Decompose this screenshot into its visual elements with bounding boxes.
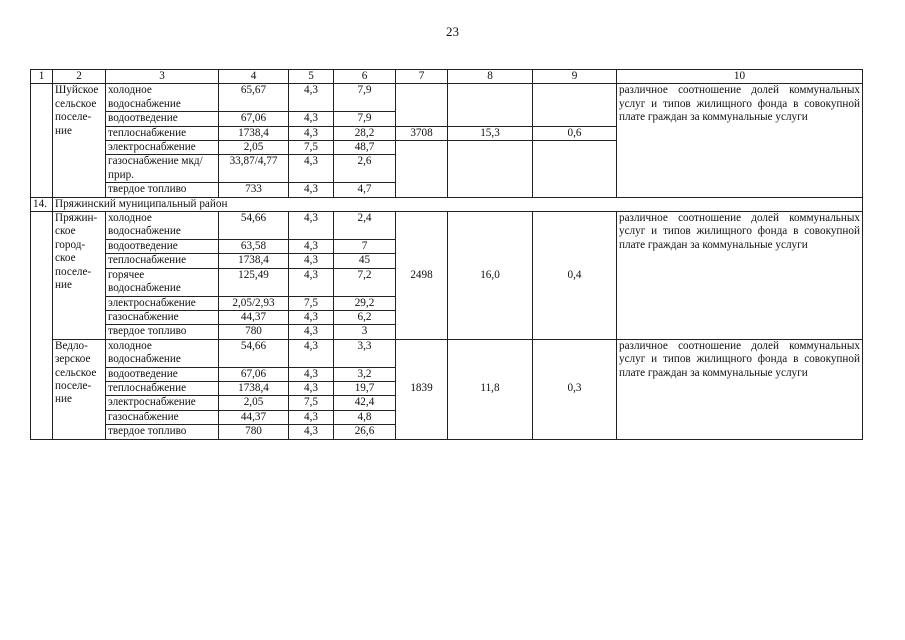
section-title: Пряжинский муниципальный район xyxy=(53,197,863,211)
value-cell: 65,67 xyxy=(219,84,289,112)
value-cell: 6,2 xyxy=(334,310,396,324)
value-cell: 780 xyxy=(219,425,289,439)
service-cell: электроснабжение xyxy=(106,296,219,310)
value-cell: 4,3 xyxy=(289,339,334,367)
total-cell: 0,6 xyxy=(533,126,617,140)
value-cell: 7,5 xyxy=(289,396,334,410)
settlement-name: Ведло-зерское сельское поселе-ние xyxy=(53,339,106,439)
value-cell: 4,3 xyxy=(289,212,334,240)
value-cell: 7,9 xyxy=(334,84,396,112)
settlement-name: Пряжин-ское город-ское поселе-ние xyxy=(53,212,106,340)
empty-cell xyxy=(396,84,448,126)
section-row xyxy=(31,197,863,211)
service-cell: твердое топливо xyxy=(106,425,219,439)
total-cell: 0,3 xyxy=(533,339,617,439)
header-cell: 9 xyxy=(533,70,617,84)
total-cell: 11,8 xyxy=(448,339,533,439)
value-cell: 4,3 xyxy=(289,112,334,126)
value-cell: 63,58 xyxy=(219,239,289,253)
value-cell: 4,3 xyxy=(289,254,334,268)
value-cell: 4,3 xyxy=(289,84,334,112)
value-cell: 1738,4 xyxy=(219,126,289,140)
value-cell: 4,3 xyxy=(289,410,334,424)
value-cell: 19,7 xyxy=(334,381,396,395)
value-cell: 45 xyxy=(334,254,396,268)
service-cell: холодное водоснабжение xyxy=(106,212,219,240)
row-number-cell xyxy=(31,212,53,440)
total-cell: 1839 xyxy=(396,339,448,439)
total-cell: 16,0 xyxy=(448,212,533,340)
value-cell: 28,2 xyxy=(334,126,396,140)
empty-cell xyxy=(533,84,617,126)
section-number: 14. xyxy=(31,197,53,211)
value-cell: 4,3 xyxy=(289,268,334,296)
value-cell: 7,5 xyxy=(289,296,334,310)
page-number: 23 xyxy=(446,24,459,39)
row-number-cell xyxy=(31,84,53,197)
tariff-table xyxy=(30,69,863,440)
value-cell: 4,3 xyxy=(289,425,334,439)
value-cell: 7,2 xyxy=(334,268,396,296)
header-cell: 8 xyxy=(448,70,533,84)
service-cell: холодное водоснабжение xyxy=(106,84,219,112)
value-cell: 54,66 xyxy=(219,339,289,367)
service-cell: водоотведение xyxy=(106,239,219,253)
value-cell: 4,3 xyxy=(289,239,334,253)
value-cell: 67,06 xyxy=(219,112,289,126)
service-cell: газоснабжение мкд/прир. xyxy=(106,155,219,183)
value-cell: 42,4 xyxy=(334,396,396,410)
empty-cell xyxy=(448,141,533,198)
value-cell: 29,2 xyxy=(334,296,396,310)
value-cell: 2,05 xyxy=(219,141,289,155)
settlement-name: Шуйское сельское поселе-ние xyxy=(53,84,106,197)
note-cell: различное соотношение долей коммунальных услуг и типов жилищного фонда в совокупной плате граждан за коммунальные услуги xyxy=(617,212,863,340)
value-cell: 4,3 xyxy=(289,381,334,395)
service-cell: твердое топливо xyxy=(106,183,219,197)
header-cell: 6 xyxy=(334,70,396,84)
service-cell: теплоснабжение xyxy=(106,126,219,140)
service-cell: водоотведение xyxy=(106,112,219,126)
table-row xyxy=(31,84,863,112)
service-cell: теплоснабжение xyxy=(106,254,219,268)
service-cell: электроснабжение xyxy=(106,396,219,410)
empty-cell xyxy=(448,84,533,126)
value-cell: 26,6 xyxy=(334,425,396,439)
service-cell: твердое топливо xyxy=(106,325,219,339)
service-cell: водоотведение xyxy=(106,367,219,381)
value-cell: 4,3 xyxy=(289,155,334,183)
value-cell: 48,7 xyxy=(334,141,396,155)
value-cell: 3,2 xyxy=(334,367,396,381)
empty-cell xyxy=(396,141,448,198)
value-cell: 67,06 xyxy=(219,367,289,381)
total-cell: 2498 xyxy=(396,212,448,340)
service-cell: теплоснабжение xyxy=(106,381,219,395)
header-cell: 4 xyxy=(219,70,289,84)
value-cell: 1738,4 xyxy=(219,254,289,268)
table-row xyxy=(31,339,863,367)
value-cell: 2,05 xyxy=(219,396,289,410)
value-cell: 2,6 xyxy=(334,155,396,183)
value-cell: 3 xyxy=(334,325,396,339)
value-cell: 1738,4 xyxy=(219,381,289,395)
value-cell: 44,37 xyxy=(219,310,289,324)
total-cell: 3708 xyxy=(396,126,448,140)
value-cell: 4,7 xyxy=(334,183,396,197)
empty-cell xyxy=(533,141,617,198)
table-row xyxy=(31,212,863,240)
header-cell: 5 xyxy=(289,70,334,84)
service-cell: холодное водоснабжение xyxy=(106,339,219,367)
value-cell: 780 xyxy=(219,325,289,339)
value-cell: 4,8 xyxy=(334,410,396,424)
value-cell: 54,66 xyxy=(219,212,289,240)
value-cell: 733 xyxy=(219,183,289,197)
service-cell: газоснабжение xyxy=(106,310,219,324)
header-cell: 1 xyxy=(31,70,53,84)
header-cell: 3 xyxy=(106,70,219,84)
value-cell: 3,3 xyxy=(334,339,396,367)
header-cell: 2 xyxy=(53,70,106,84)
value-cell: 2,05/2,93 xyxy=(219,296,289,310)
total-cell: 15,3 xyxy=(448,126,533,140)
note-cell: различное соотношение долей коммунальных услуг и типов жилищного фонда в совокупной плате граждан за коммунальные услуги xyxy=(617,84,863,197)
service-cell: горячее водоснабжение xyxy=(106,268,219,296)
header-cell: 10 xyxy=(617,70,863,84)
value-cell: 4,3 xyxy=(289,367,334,381)
value-cell: 7 xyxy=(334,239,396,253)
value-cell: 4,3 xyxy=(289,126,334,140)
value-cell: 4,3 xyxy=(289,325,334,339)
value-cell: 33,87/4,77 xyxy=(219,155,289,183)
header-cell: 7 xyxy=(396,70,448,84)
value-cell: 4,3 xyxy=(289,183,334,197)
value-cell: 125,49 xyxy=(219,268,289,296)
header-row xyxy=(31,70,863,84)
value-cell: 7,9 xyxy=(334,112,396,126)
service-cell: электроснабжение xyxy=(106,141,219,155)
service-cell: газоснабжение xyxy=(106,410,219,424)
total-cell: 0,4 xyxy=(533,212,617,340)
value-cell: 7,5 xyxy=(289,141,334,155)
value-cell: 2,4 xyxy=(334,212,396,240)
note-cell: различное соотношение долей коммунальных услуг и типов жилищного фонда в совокупной плате граждан за коммунальные услуги xyxy=(617,339,863,439)
value-cell: 4,3 xyxy=(289,310,334,324)
value-cell: 44,37 xyxy=(219,410,289,424)
